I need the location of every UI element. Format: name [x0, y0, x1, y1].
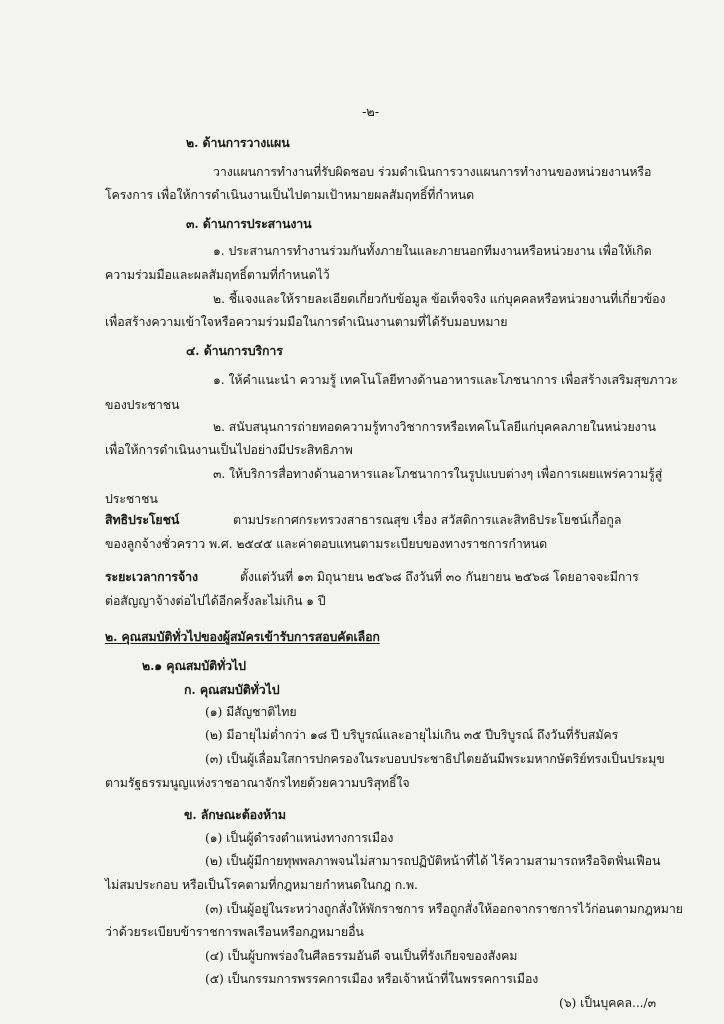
continuation-note: (๖) เป็นบุคคล.../๓	[559, 995, 656, 1010]
service-item-line: ของประชาชน	[105, 397, 180, 412]
coordination-item-line: ๑. ประสานการทำงานร่วมกันทั้งภายในและภายนอกทีมงานหรือหน่วยงาน เพื่อให้เกิด	[213, 243, 652, 258]
planning-text-line: วางแผนการทำงานที่รับผิดชอบ ร่วมดำเนินการวางแผนการทำงานของหน่วยงานหรือ	[213, 164, 652, 179]
prohibited-item: (๒) เป็นผู้มีกายทุพพลภาพจนไม่สามารถปฏิบัติหน้าที่ได้ ไร้ความสามารถหรือจิตฟั่นเฟือน	[205, 853, 661, 868]
general-qualification-item: (๒) มีอายุไม่ต่ำกว่า ๑๘ ปี บริบูรณ์และอายุไม่เกิน ๓๕ ปีบริบูรณ์ ถึงวันที่รับสมัคร	[205, 727, 619, 742]
service-item-line: เพื่อให้การดำเนินงานเป็นไปอย่างมีประสิทธิภาพ	[105, 442, 353, 457]
service-heading: ๔. ด้านการบริการ	[186, 343, 283, 358]
period-text-line: ตั้งแต่วันที่ ๑๓ มิถุนายน ๒๕๖๘ ถึงวันที่ ๓๐ กันยายน ๒๕๖๘ โดยอาจจะมีการ	[240, 569, 639, 584]
benefits-text-line: ของลูกจ้างชั่วคราว พ.ศ. ๒๕๔๕ และค่าตอบแทนตามระเบียบของทางราชการกำหนด	[105, 536, 548, 551]
prohibited-heading: ข. ลักษณะต้องห้าม	[184, 807, 286, 822]
period-text-line: ต่อสัญญาจ้างต่อไปได้อีกครั้งละไม่เกิน ๑ ปี	[105, 593, 326, 608]
general-qualification-item: (๓) เป็นผู้เลื่อมใสการปกครองในระบอบประชาธิปไตยอันมีพระมหากษัตริย์ทรงเป็นประมุข	[205, 751, 665, 766]
prohibited-item: ว่าด้วยระเบียบข้าราชการพลเรือนหรือกฎหมายอื่น	[105, 924, 364, 939]
planning-text-line: โครงการ เพื่อให้การดำเนินงานเป็นไปตามเป้าหมายผลสัมฤทธิ์ที่กำหนด	[105, 187, 475, 202]
general-qualification-item: ตามรัฐธรรมนูญแห่งราชอาณาจักรไทยด้วยความบริสุทธิ์ใจ	[105, 775, 410, 790]
coordination-heading: ๓. ด้านการประสานงาน	[186, 216, 312, 231]
general-qualification-item: (๑) มีสัญชาติไทย	[205, 704, 297, 719]
general-qualifications-heading: ก. คุณสมบัติทั่วไป	[184, 682, 280, 697]
qualifications-heading: ๒. คุณสมบัติทั่วไปของผู้สมัครเข้ารับการสอบคัดเลือก	[105, 629, 380, 644]
benefits-text-line: ตามประกาศกระทรวงสาธารณสุข เรื่อง สวัสดิการและสิทธิประโยชน์เกื้อกูล	[233, 512, 622, 527]
prohibited-item: ไม่สมประกอบ หรือเป็นโรคตามที่กฎหมายกำหนดในกฎ ก.พ.	[105, 877, 418, 892]
service-item-line: ประชาชน	[105, 491, 158, 506]
prohibited-item: (๕) เป็นกรรมการพรรคการเมือง หรือเจ้าหน้าที่ในพรรคการเมือง	[205, 971, 539, 986]
prohibited-item: (๓) เป็นผู้อยู่ในระหว่างถูกสั่งให้พักราชการ หรือถูกสั่งให้ออกจากราชการไว้ก่อนตามกฎหมาย	[205, 901, 683, 916]
coordination-item-line: ความร่วมมือและผลสัมฤทธิ์ตามที่กำหนดไว้	[105, 267, 330, 282]
coordination-item-line: เพื่อสร้างความเข้าใจหรือความร่วมมือในการดำเนินงานตามที่ได้รับมอบหมาย	[105, 314, 508, 329]
service-item-line: ๓. ให้บริการสื่อทางด้านอาหารและโภชนาการในรูปแบบต่างๆ เพื่อการเผยแพร่ความรู้สู่	[213, 466, 663, 481]
qualifications-sub-heading: ๒.๑ คุณสมบัติทั่วไป	[142, 658, 246, 673]
planning-heading: ๒. ด้านการวางแผน	[186, 135, 290, 150]
prohibited-item: (๔) เป็นผู้บกพร่องในศีลธรรมอันดี จนเป็นที่รังเกียจของสังคม	[205, 948, 518, 963]
benefits-label: สิทธิประโยชน์	[105, 512, 180, 527]
page-number: -๒-	[362, 105, 380, 120]
service-item-line: ๒. สนับสนุนการถ่ายทอดความรู้ทางวิชาการหรือเทคโนโลยีแก่บุคคลภายในหน่วยงาน	[213, 419, 656, 434]
coordination-item-line: ๒. ชี้แจงและให้รายละเอียดเกี่ยวกับข้อมูล ข้อเท็จจริง แก่บุคคลหรือหน่วยงานที่เกี่ยวข้อง	[213, 291, 666, 306]
period-label: ระยะเวลาการจ้าง	[105, 569, 198, 584]
prohibited-item: (๑) เป็นผู้ดำรงตำแหน่งทางการเมือง	[205, 830, 394, 845]
service-item-line: ๑. ให้คำแนะนำ ความรู้ เทคโนโลยีทางด้านอาหารและโภชนาการ เพื่อสร้างเสริมสุขภาวะ	[213, 372, 678, 387]
